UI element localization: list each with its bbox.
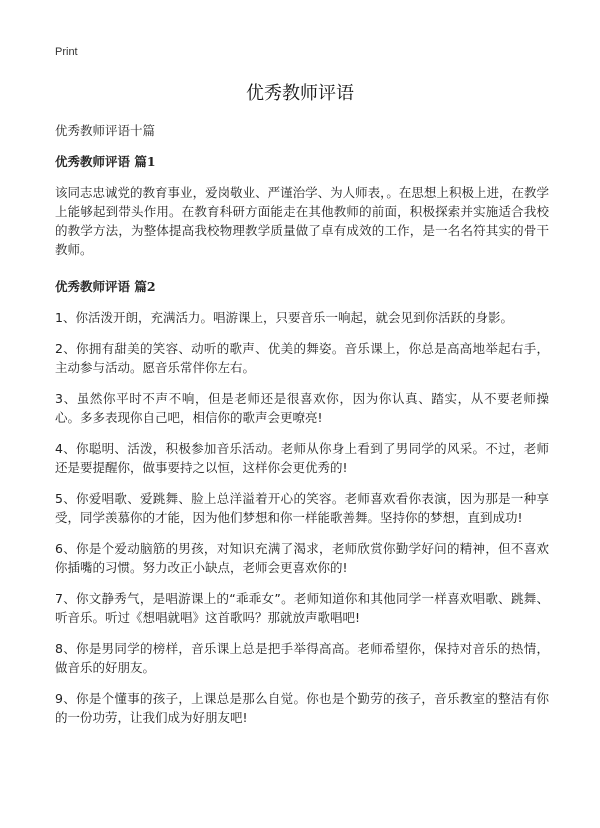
section-heading-2-text: 优秀教师评语 篇 xyxy=(55,279,147,294)
section-1-paragraph: 该同志忠诚党的教育事业，爱岗敬业、严谨治学、为人师表，。在思想上积极上进，在教学上能够起到带头作用。在教育科研方面能走在其他教师的前面，积极探索并实施适合我校的教学方法，为整体提高我校物理教学质量做了卓有成效的工作，是一名名符其实的骨干教师。 xyxy=(55,185,549,257)
document-body xyxy=(55,121,549,739)
section-heading-2 xyxy=(55,277,549,296)
comment-item-1: 1、你活泼开朗，充满活力。唱游课上，只要音乐一响起，就会见到你活跃的身影。 xyxy=(55,310,513,325)
section-heading-1 xyxy=(55,152,549,171)
comment-item-6: 6、你是个爱动脑筋的男孩，对知识充满了渴求，老师欣赏你勤学好问的精神，但不喜欢你插嘴的习惯。努力改正小缺点，老师会更喜欢你的! xyxy=(55,541,549,575)
comment-item-5: 5、你爱唱歌、爱跳舞、脸上总洋溢着开心的笑容。老师喜欢看你表演，因为那是一种享受，同学羡慕你的才能，因为他们梦想和你一样能歌善舞。坚持你的梦想，直到成功! xyxy=(55,491,549,525)
page-title: 优秀教师评语 xyxy=(246,83,354,104)
comment-item-7: 7、你文静秀气，是唱游课上的“乖乖女”。老师知道你和其他同学一样喜欢唱歌、跳舞、听音乐。听过《想唱就唱》这首歌吗？那就放声歌唱吧! xyxy=(55,591,549,625)
comment-item-4: 4、你聪明、活泼，积极参加音乐活动。老师从你身上看到了男同学的风采。不过，老师还是要提醒你，做事要持之以恒，这样你会更优秀的! xyxy=(55,441,549,475)
section-heading-1-number: 1 xyxy=(146,154,156,169)
comment-item-3: 3、虽然你平时不声不响，但是老师还是很喜欢你，因为你认真、踏实，从不要老师操心。多多表现你自己吧，相信你的歌声会更嘹亮! xyxy=(55,391,549,425)
document-subtitle: 优秀教师评语十篇 xyxy=(55,123,156,138)
print-label[interactable]: Print xyxy=(55,46,78,58)
section-heading-1-text: 优秀教师评语 篇 xyxy=(55,154,147,169)
section-heading-2-number: 2 xyxy=(146,279,156,294)
comment-item-2: 2、你拥有甜美的笑容、动听的歌声、优美的舞姿。音乐课上，你总是高高地举起右手，主动参与活动。愿音乐常伴你左右。 xyxy=(55,341,549,375)
comment-item-8: 8、你是男同学的榜样，音乐课上总是把手举得高高。老师希望你，保持对音乐的热情，做音乐的好朋友。 xyxy=(55,641,549,675)
comment-item-9: 9、你是个懂事的孩子，上课总是那么自觉。你也是个勤劳的孩子，音乐教室的整洁有你的一份功劳，让我们成为好朋友吧! xyxy=(55,691,549,725)
